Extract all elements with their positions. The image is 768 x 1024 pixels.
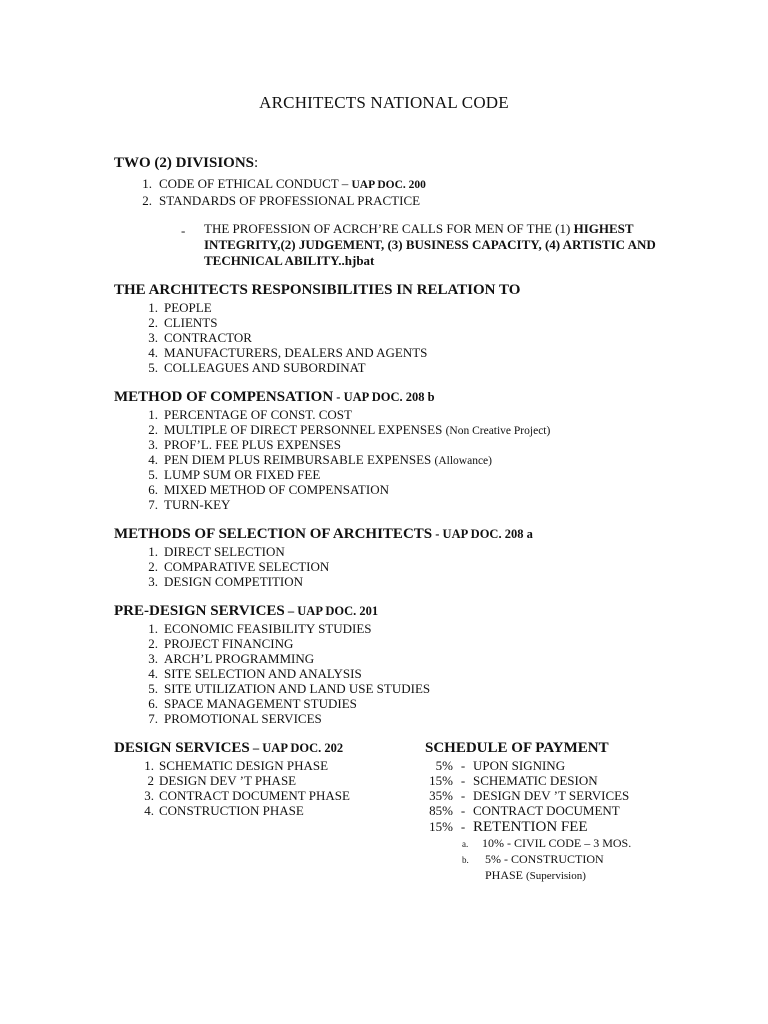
item-number: 2. <box>148 559 158 574</box>
item-text: PEN DIEM PLUS REIMBURSABLE EXPENSES <box>164 452 435 467</box>
design-heading <box>114 740 343 757</box>
payment-percent: 15% <box>429 773 453 788</box>
item-number: 4. <box>148 452 158 467</box>
doc-reference: - UAP DOC. 208 a <box>432 527 533 541</box>
divisions-heading-text: TWO (2) DIVISIONS <box>114 155 255 171</box>
list-item <box>142 544 329 559</box>
payment-separator: - <box>460 773 466 788</box>
note-line-1-text: THE PROFESSION OF ACRCH’RE CALLS FOR MEN OF THE (1) <box>204 221 574 236</box>
selection-list <box>142 544 329 589</box>
item-number: 5. <box>148 467 158 482</box>
compensation-list <box>142 407 550 512</box>
list-item <box>142 300 427 315</box>
list-item <box>142 621 430 636</box>
item-number: 5. <box>148 360 158 375</box>
divisions-heading <box>114 155 258 172</box>
list-item <box>142 422 550 437</box>
item-text: ECONOMIC FEASIBILITY STUDIES <box>164 621 372 636</box>
retention-breakdown <box>462 836 631 884</box>
item-number: 3. <box>148 651 158 666</box>
predesign-heading-text: PRE-DESIGN SERVICES <box>114 603 285 619</box>
profession-note <box>204 221 656 269</box>
item-number: 2 <box>147 773 154 788</box>
payment-separator: - <box>460 819 466 834</box>
list-item <box>142 407 550 422</box>
design-list <box>138 758 350 818</box>
doc-reference: – UAP DOC. 202 <box>249 741 344 755</box>
doc-reference: - UAP DOC. 208 b <box>333 390 435 404</box>
item-text: LUMP SUM OR FIXED FEE <box>164 467 321 482</box>
item-text: 10% - CIVIL CODE – 3 MOS. <box>482 836 632 850</box>
list-item <box>142 330 427 345</box>
payment-stage: UPON SIGNING <box>473 758 566 773</box>
design-heading-text: DESIGN SERVICES <box>114 740 250 756</box>
item-note: (Supervision) <box>526 870 586 882</box>
item-number: 4. <box>148 666 158 681</box>
item-text: STANDARDS OF PROFESSIONAL PRACTICE <box>159 193 421 208</box>
item-number: 2. <box>142 193 152 208</box>
payment-separator: - <box>460 803 466 818</box>
item-number: 2. <box>148 315 158 330</box>
payment-stage: SCHEMATIC DESION <box>473 773 598 788</box>
item-text: CONTRACTOR <box>164 330 252 345</box>
payment-stage: DESIGN DEV ’T SERVICES <box>473 788 630 803</box>
list-item <box>142 711 430 726</box>
divisions-list <box>135 175 426 209</box>
selection-heading-text: METHODS OF SELECTION OF ARCHITECTS <box>114 526 433 542</box>
item-number: 7. <box>148 497 158 512</box>
item-number: 6. <box>148 482 158 497</box>
item-text: COLLEAGUES AND SUBORDINAT <box>164 360 366 375</box>
item-number: 7. <box>148 711 158 726</box>
list-item <box>142 345 427 360</box>
payment-heading: SCHEDULE OF PAYMENT <box>425 740 609 756</box>
note-line-3: TECHNICAL ABILITY..hjbat <box>204 253 375 268</box>
predesign-list <box>142 621 430 726</box>
item-letter: b. <box>462 855 469 865</box>
list-item <box>142 559 329 574</box>
item-number: 4. <box>144 803 154 818</box>
item-text: CLIENTS <box>164 315 218 330</box>
page-title: ARCHITECTS NATIONAL CODE <box>259 93 509 112</box>
payment-row <box>425 773 629 788</box>
retention-item <box>462 836 631 852</box>
list-item <box>142 651 430 666</box>
list-item <box>142 681 430 696</box>
list-item <box>142 497 550 512</box>
payment-percent: 85% <box>429 803 453 818</box>
item-text: PROMOTIONAL SERVICES <box>164 711 322 726</box>
list-item <box>142 636 430 651</box>
item-text: PHASE <box>485 868 527 882</box>
item-number: 1. <box>148 407 158 422</box>
item-number: 3. <box>148 437 158 452</box>
item-text: PEOPLE <box>164 300 212 315</box>
list-item <box>142 360 427 375</box>
item-number: 5. <box>148 681 158 696</box>
compensation-heading-text: METHOD OF COMPENSATION <box>114 389 334 405</box>
item-number: 2. <box>148 636 158 651</box>
list-item <box>142 315 427 330</box>
payment-row <box>425 788 629 803</box>
item-number: 3. <box>148 574 158 589</box>
doc-reference: UAP DOC. 200 <box>351 179 426 191</box>
item-text: ARCH’L PROGRAMMING <box>164 651 315 666</box>
item-text: SITE SELECTION AND ANALYSIS <box>164 666 362 681</box>
item-text: COMPARATIVE SELECTION <box>164 559 330 574</box>
list-item <box>138 803 350 818</box>
item-number: 1. <box>142 176 152 191</box>
item-text: DESIGN COMPETITION <box>164 574 304 589</box>
item-text: MANUFACTURERS, DEALERS AND AGENTS <box>164 345 428 360</box>
item-letter: a. <box>462 839 469 849</box>
item-text: SITE UTILIZATION AND LAND USE STUDIES <box>164 681 431 696</box>
note-line-1 <box>204 221 656 237</box>
item-text: TURN-KEY <box>164 497 231 512</box>
item-text: PROF’L. FEE PLUS EXPENSES <box>164 437 341 452</box>
item-number: 3. <box>148 330 158 345</box>
item-text: MULTIPLE OF DIRECT PERSONNEL EXPENSES <box>164 422 446 437</box>
item-text: PROJECT FINANCING <box>164 636 294 651</box>
item-text: CONSTRUCTION PHASE <box>159 803 304 818</box>
payment-percent: 5% <box>435 758 453 773</box>
retention-item <box>462 852 631 868</box>
item-text: PERCENTAGE OF CONST. COST <box>164 407 352 422</box>
list-item <box>142 666 430 681</box>
item-number: 4. <box>148 345 158 360</box>
retention-fee-label: RETENTION FEE <box>473 819 588 835</box>
item-number: 3. <box>144 788 154 803</box>
item-number: 2. <box>148 422 158 437</box>
item-note: (Allowance) <box>434 455 492 467</box>
item-text: SPACE MANAGEMENT STUDIES <box>164 696 357 711</box>
payment-row <box>425 803 629 818</box>
note-dash: - <box>181 223 186 238</box>
retention-row <box>425 819 588 835</box>
item-text: CODE OF ETHICAL CONDUCT – <box>159 176 352 191</box>
list-item <box>142 574 329 589</box>
list-item <box>142 452 550 467</box>
note-line-1-bold: HIGHEST <box>573 221 634 236</box>
item-number: 1. <box>148 544 158 559</box>
responsibilities-heading: THE ARCHITECTS RESPONSIBILITIES IN RELATION TO <box>114 282 521 298</box>
item-number: 1. <box>144 758 154 773</box>
item-text: SCHEMATIC DESIGN PHASE <box>159 758 329 773</box>
list-item <box>142 437 550 452</box>
item-text: DESIGN DEV ’T PHASE <box>159 773 297 788</box>
selection-heading <box>114 526 533 543</box>
list-item <box>138 758 350 773</box>
item-number: 1. <box>148 300 158 315</box>
payment-percent: 15% <box>429 819 453 834</box>
payment-separator: - <box>460 758 466 773</box>
item-number: 1. <box>148 621 158 636</box>
list-item <box>135 175 426 192</box>
item-text: DIRECT SELECTION <box>164 544 285 559</box>
payment-schedule <box>425 758 629 818</box>
item-text: MIXED METHOD OF COMPENSATION <box>164 482 389 497</box>
item-text: CONTRACT DOCUMENT PHASE <box>159 788 350 803</box>
list-item <box>138 788 350 803</box>
predesign-heading <box>114 603 378 620</box>
compensation-heading <box>114 389 435 406</box>
note-line-2: INTEGRITY,(2) JUDGEMENT, (3) BUSINESS CAPACITY, (4) ARTISTIC AND <box>204 237 656 252</box>
responsibilities-list <box>142 300 427 375</box>
item-text: 5% - CONSTRUCTION <box>482 852 604 866</box>
payment-percent: 35% <box>429 788 453 803</box>
list-item <box>142 696 430 711</box>
list-item <box>135 192 426 209</box>
doc-reference: – UAP DOC. 201 <box>284 604 379 618</box>
list-item <box>142 467 550 482</box>
item-note: (Non Creative Project) <box>445 425 551 437</box>
divisions-heading-colon: : <box>254 155 259 171</box>
list-item <box>138 773 350 788</box>
payment-separator: - <box>460 788 466 803</box>
payment-stage: CONTRACT DOCUMENT <box>473 803 620 818</box>
retention-item-continued <box>462 868 631 884</box>
list-item <box>142 482 550 497</box>
payment-row <box>425 758 629 773</box>
item-number: 6. <box>148 696 158 711</box>
